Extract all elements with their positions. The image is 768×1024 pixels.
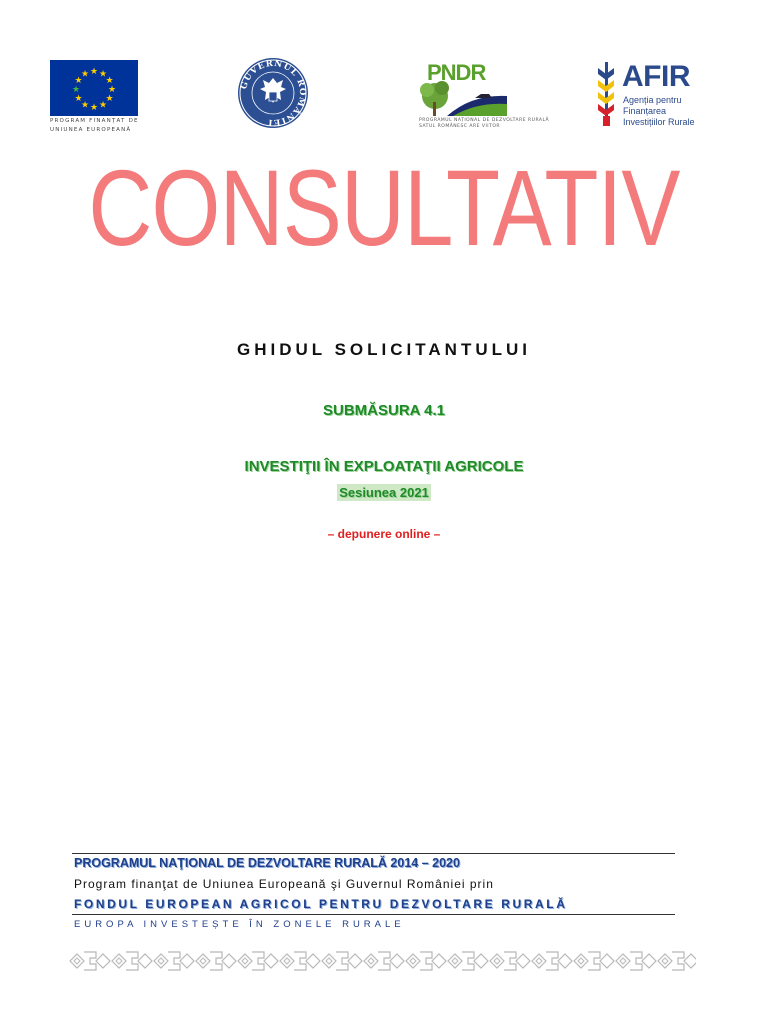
- pndr-logo: [417, 60, 550, 132]
- footer-financed-by: Program finanţat de Uniunea Europeană şi Guvernul României prin: [74, 877, 494, 891]
- svg-text:★: ★: [105, 94, 114, 104]
- government-seal-text: GUVERNUL ROMÂNIEI: [239, 58, 308, 128]
- footer-fund: FONDUL EUROPEAN AGRICOL PENTRU DEZVOLTARE RURALĂ: [74, 897, 568, 911]
- measure-name: INVESTIŢII ÎN EXPLOATAŢII AGRICOLE: [244, 458, 524, 475]
- svg-text:★: ★: [89, 103, 99, 113]
- svg-text:★: ★: [89, 67, 99, 77]
- afir-subtitle: [623, 95, 713, 128]
- svg-text:★: ★: [107, 85, 117, 95]
- eu-caption-line2: UNIUNEA EUROPEANĂ: [50, 127, 132, 133]
- session-wrap: [0, 484, 768, 502]
- pndr-caption-line2: SATUL ROMÂNESC ARE VIITOR: [419, 124, 501, 129]
- svg-text:★: ★: [71, 85, 81, 95]
- romanian-government-seal-icon: [236, 56, 310, 130]
- svg-text:★: ★: [98, 100, 108, 111]
- submission-mode: – depunere online –: [327, 527, 441, 541]
- footer-top-rule: [72, 853, 675, 854]
- traditional-pattern-icon: [68, 946, 696, 976]
- footer-program: PROGRAMUL NAŢIONAL DE DEZVOLTARE RURALĂ 2014 – 2020: [74, 856, 460, 870]
- afir-logo: [594, 58, 714, 128]
- svg-text:★: ★: [105, 76, 114, 86]
- svg-text:★: ★: [74, 94, 83, 104]
- document-title: GHIDUL SOLICITANTULUI: [237, 340, 531, 359]
- afir-subtitle-line1: Agenția pentru Finanțarea: [623, 95, 682, 116]
- svg-text:★: ★: [98, 69, 108, 80]
- pndr-title: PNDR: [427, 60, 486, 85]
- svg-text:★: ★: [74, 76, 83, 86]
- footer-slogan: EUROPA INVESTEȘTE ÎN ZONELE RURALE: [74, 919, 405, 930]
- pndr-caption-line1: PROGRAMUL NAȚIONAL DE DEZVOLTARE RURALĂ: [419, 118, 550, 123]
- afir-title: AFIR: [622, 60, 690, 93]
- watermark: CONSULTATIV: [88, 147, 680, 268]
- eu-caption-line1: PROGRAM FINANȚAT DE: [50, 118, 139, 124]
- afir-subtitle-line2: Investițiilor Rurale: [623, 117, 695, 127]
- measure-title: SUBMĂSURA 4.1: [323, 402, 445, 419]
- eu-flag-icon: [50, 60, 138, 116]
- footer-bottom-rule: [72, 914, 675, 915]
- pndr-caption: [419, 118, 549, 130]
- svg-text:★: ★: [80, 69, 90, 80]
- eu-logo: [50, 60, 140, 134]
- government-logo: [236, 56, 310, 130]
- svg-text:★: ★: [80, 100, 90, 111]
- session-label: Sesiunea 2021: [339, 485, 429, 500]
- afir-wheat-icon: [594, 58, 620, 128]
